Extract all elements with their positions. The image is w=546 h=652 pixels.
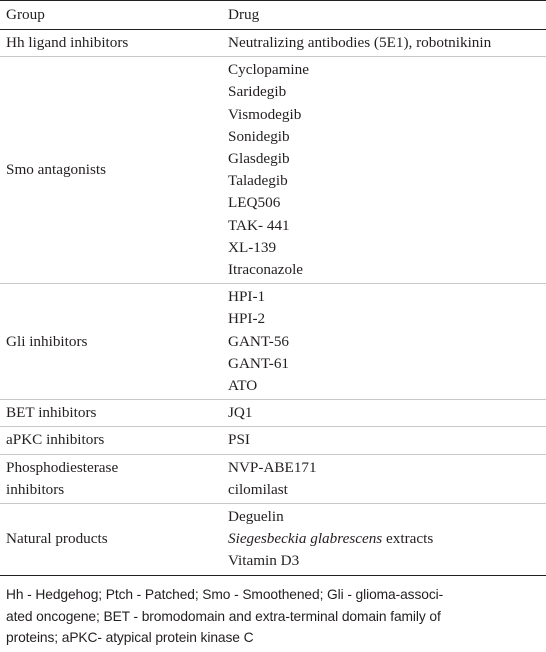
table-row: [0, 284, 546, 400]
drug-name: Itraconazole: [228, 261, 304, 279]
drug-name: Saridegib: [228, 83, 287, 101]
group-cell: [0, 400, 228, 427]
drug-name: cilomilast: [228, 480, 288, 498]
group-label: aPKC inhibitors: [6, 431, 105, 449]
group-label: Smo antagonists: [6, 161, 106, 179]
drug-name: HPI-2: [228, 310, 266, 328]
drug-cell: [228, 284, 546, 400]
group-cell: [0, 30, 228, 57]
group-label: Phosphodiesterase: [6, 458, 119, 476]
drug-name: HPI-1: [228, 288, 266, 306]
group-cell: [0, 454, 228, 503]
table-row: [0, 504, 546, 576]
drug-name: [228, 528, 546, 550]
footnote-line: Hh - Hedgehog; Ptch - Patched; Smo - Smoothened; Gli - glioma-associ-: [6, 587, 444, 602]
header-row: [0, 1, 546, 30]
drug-name: NVP-ABE171: [228, 458, 317, 476]
drug-name: TAK- 441: [228, 216, 290, 234]
drug-name: XL-139: [228, 238, 277, 256]
table-row: [0, 454, 546, 503]
drug-cell: [228, 427, 546, 454]
drug-name: PSI: [228, 431, 250, 449]
drug-name: Deguelin: [228, 508, 284, 526]
group-label: BET inhibitors: [6, 404, 97, 422]
drug-cell: [228, 504, 546, 576]
drug-name: Vitamin D3: [228, 552, 300, 570]
drug-name: Cyclopamine: [228, 61, 309, 79]
group-label: inhibitors: [6, 480, 65, 498]
group-cell: [0, 284, 228, 400]
table-row: [0, 30, 546, 57]
drug-cell: [228, 400, 546, 427]
drug-name: GANT-61: [228, 354, 290, 372]
drug-name: JQ1: [228, 404, 253, 422]
table-footnote: [6, 584, 542, 649]
footnote-line: proteins; aPKC- atypical protein kinase C: [6, 630, 254, 645]
group-cell: [0, 504, 228, 576]
group-cell: [0, 427, 228, 454]
drug-cell: [228, 454, 546, 503]
group-column-header: Group: [0, 1, 228, 30]
table-row: [0, 400, 546, 427]
drug-name: Taladegib: [228, 172, 288, 190]
group-label: Gli inhibitors: [6, 332, 88, 350]
group-label: Natural products: [6, 530, 108, 548]
drug-name: Sonidegib: [228, 127, 290, 145]
drug-name: Neutralizing antibodies (5E1), robotnikinin: [228, 34, 492, 51]
group-cell: [0, 57, 228, 284]
drug-name-italic: Siegesbeckia glabrescens: [228, 530, 383, 548]
drug-name: ATO: [228, 377, 258, 395]
drug-column-header: Drug: [228, 1, 546, 30]
group-label: Hh ligand inhibitors: [6, 34, 129, 51]
table-body: [0, 30, 546, 576]
drug-cell: [228, 57, 546, 284]
footnote-line: ated oncogene; BET - bromodomain and extra-terminal domain family of: [6, 608, 441, 624]
drug-name: GANT-56: [228, 332, 290, 350]
drug-cell: [228, 30, 546, 57]
drug-name-suffix: extracts: [382, 530, 434, 548]
drug-name: Glasdegib: [228, 150, 290, 168]
drug-name: LEQ506: [228, 194, 281, 212]
table-row: [0, 427, 546, 454]
drug-name: Vismodegib: [228, 105, 302, 123]
table-row: [0, 57, 546, 284]
